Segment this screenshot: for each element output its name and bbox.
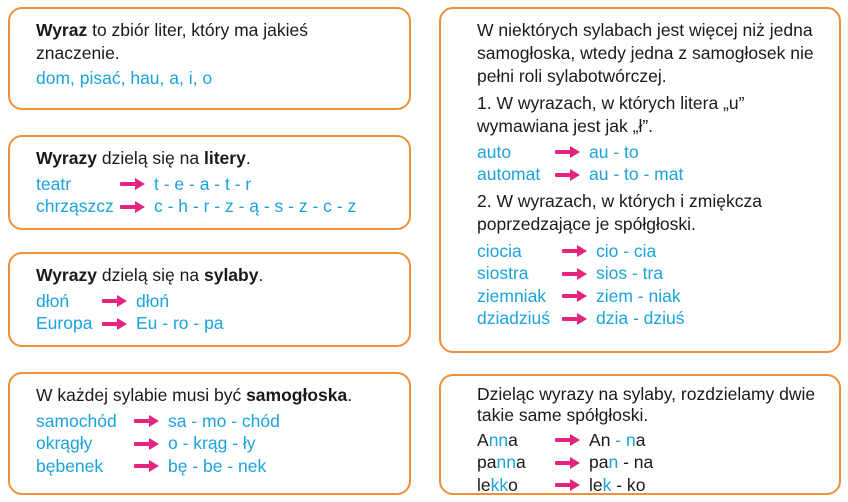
split-part: pa — [589, 452, 609, 473]
definition-rest: to zbiór liter, który ma jakieś znaczenie. — [36, 20, 309, 63]
example-word: ciocia — [477, 240, 522, 261]
example-row — [477, 429, 825, 452]
split-part: n — [600, 429, 611, 450]
term-wyrazy: Wyrazy — [36, 148, 97, 168]
example-row — [477, 240, 823, 263]
example-row — [477, 141, 823, 164]
example-split — [589, 451, 653, 474]
example-row — [36, 290, 395, 313]
example-row — [477, 285, 823, 308]
example-word: teatr — [36, 173, 72, 194]
arrow-right-icon — [555, 169, 581, 181]
period: . — [258, 265, 264, 285]
rule-2-text: 2. W wyrazach, w których i zmiękcza poprzedzające je spółgłoski. — [477, 191, 762, 234]
example-split: c - h - r - z - ą - s - z - c - z — [154, 196, 357, 217]
rule-box-vowel — [8, 372, 411, 495]
rule-box-letters — [8, 135, 411, 230]
arrow-right-icon — [120, 201, 146, 213]
example-word — [477, 451, 555, 474]
arrow-right-icon — [555, 146, 581, 158]
period: . — [245, 148, 251, 168]
example-split: au - to - mat — [589, 164, 684, 185]
rule-text: W każdej sylabie musi być — [36, 385, 247, 405]
arrow-right-icon — [562, 245, 588, 257]
rule-box-multiple-vowels — [439, 7, 841, 353]
examples-line: dom, pisać, hau, a, i, o — [36, 68, 213, 88]
rule-box-double-consonants — [439, 374, 841, 495]
split-part: o — [635, 474, 646, 495]
word-part: le — [477, 474, 491, 495]
period: . — [347, 385, 353, 405]
example-word: auto — [477, 141, 512, 162]
split-part: - k — [611, 474, 636, 495]
arrow-right-icon — [102, 295, 128, 307]
word-part: A — [477, 429, 489, 450]
word-part: o — [508, 474, 518, 495]
arrow-right-icon — [562, 268, 588, 280]
arrow-right-icon — [102, 318, 128, 330]
example-word: chrząszcz — [36, 196, 114, 217]
arrow-right-icon — [555, 434, 581, 446]
split-consonant: n — [608, 452, 619, 473]
term-litery: litery — [203, 148, 246, 168]
term-samogloska: samogłoska — [246, 385, 348, 405]
example-split: ziem - niak — [596, 285, 681, 306]
example-word: dłoń — [36, 290, 70, 311]
example-row — [477, 164, 823, 187]
word-part: a — [508, 429, 518, 450]
rule-heading — [36, 264, 395, 287]
example-row — [36, 196, 395, 219]
term-sylaby: sylaby — [203, 265, 259, 285]
split-part: A — [589, 429, 601, 450]
example-row — [36, 433, 395, 456]
arrow-right-icon — [134, 438, 160, 450]
example-split: sios - tra — [596, 263, 664, 284]
example-word: automat — [477, 164, 541, 185]
split-part: le — [589, 474, 603, 495]
arrow-right-icon — [555, 457, 581, 469]
split-consonant: - n — [610, 429, 636, 450]
rule-text: dzielą się na — [96, 148, 204, 168]
example-row — [477, 474, 825, 497]
example-split: Eu - ro - pa — [136, 313, 224, 334]
example-row — [36, 410, 395, 433]
term-wyrazy: Wyrazy — [36, 265, 97, 285]
arrow-right-icon — [120, 178, 146, 190]
rule-text: dzielą się na — [96, 265, 204, 285]
arrow-right-icon — [562, 290, 588, 302]
example-split: sa - mo - chód — [168, 410, 280, 431]
example-word — [477, 474, 555, 497]
example-word: okrągły — [36, 433, 93, 454]
example-row — [477, 452, 825, 475]
example-row — [36, 173, 395, 196]
definition-text — [36, 19, 395, 65]
word-part: pa — [477, 452, 497, 473]
word-double-consonant: nn — [496, 452, 516, 473]
arrow-right-icon — [562, 313, 588, 325]
example-split — [589, 474, 645, 497]
split-part: a — [643, 452, 654, 473]
example-word: dziadziuś — [477, 308, 550, 329]
word-double-consonant: nn — [488, 429, 509, 450]
example-word: samochód — [36, 410, 117, 431]
example-row — [36, 455, 395, 478]
example-split: au - to — [589, 141, 639, 162]
split-consonant: k — [602, 474, 612, 495]
arrow-right-icon — [555, 479, 581, 491]
example-word: ziemniak — [477, 285, 547, 306]
example-row — [36, 313, 395, 336]
rule-1-text: 1. W wyrazach, w których litera „u” wymawiana jest jak „ł”. — [477, 93, 745, 136]
rule-heading — [36, 147, 395, 170]
arrow-right-icon — [134, 460, 160, 472]
example-split: dłoń — [136, 290, 170, 311]
example-split: o - krąg - ły — [168, 433, 256, 454]
example-row — [477, 263, 823, 286]
word-double-consonant: kk — [490, 474, 509, 495]
example-split: dzia - dziuś — [596, 308, 685, 329]
intro-text: W niektórych sylabach jest więcej niż jedna samogłoska, wtedy jedna z samogłosek nie pełni roli sylabotwórczej. — [477, 20, 814, 86]
example-word: siostra — [477, 263, 529, 284]
example-word: Europa — [36, 313, 93, 334]
rule-box-syllables — [8, 252, 411, 347]
intro-text: Dzieląc wyrazy na sylaby, rozdzielamy dwie takie same spółgłoski. — [477, 384, 816, 425]
example-word — [477, 429, 555, 452]
word-part: a — [515, 452, 526, 473]
example-word: bębenek — [36, 455, 104, 476]
example-split: cio - cia — [596, 240, 657, 261]
arrow-right-icon — [134, 415, 160, 427]
split-part: - n — [618, 452, 644, 473]
example-split: bę - be - nek — [168, 455, 267, 476]
split-part: a — [635, 429, 646, 450]
rule-heading — [36, 384, 395, 407]
example-split — [589, 429, 645, 452]
example-row — [477, 308, 823, 331]
term-wyraz: Wyraz — [36, 20, 88, 40]
definition-box-wyraz — [8, 7, 411, 110]
example-split: t - e - a - t - r — [154, 173, 252, 194]
